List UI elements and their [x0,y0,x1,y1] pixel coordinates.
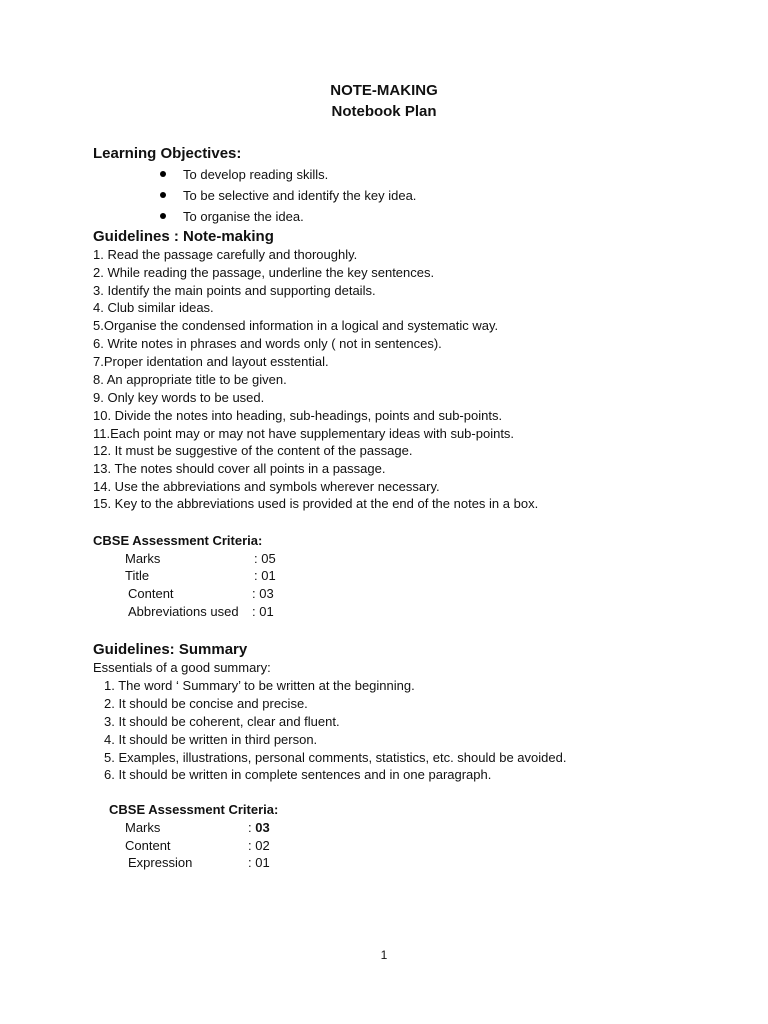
summary-intro: Essentials of a good summary: [93,660,271,675]
criteria-label: Marks [125,820,161,835]
criteria-label: Content [128,586,174,601]
guideline-item: 10. Divide the notes into heading, sub-headings, points and sub-points. [93,408,503,423]
guideline-item: 8. An appropriate title to be given. [93,372,287,387]
note-guidelines-heading: Guidelines : Note-making [93,228,274,245]
criteria-value [248,855,270,871]
summary-item: 4. It should be written in third person. [104,732,318,747]
document-title: NOTE-MAKING [330,82,438,99]
bullet-icon [160,171,166,177]
summary-item: 3. It should be coherent, clear and fluent. [104,714,340,729]
summary-guidelines-heading: Guidelines: Summary [93,641,248,658]
objective-item: To develop reading skills. [183,167,329,182]
objective-item: To be selective and identify the key idea. [183,188,417,203]
guideline-item: 4. Club similar ideas. [93,300,214,315]
bullet-icon [160,192,166,198]
guideline-item: 1. Read the passage carefully and thoroughly. [93,247,358,262]
document-subtitle: Notebook Plan [331,103,437,120]
criteria-value: : 05 [254,551,276,566]
guideline-item: 12. It must be suggestive of the content of the passage. [93,443,413,458]
criteria-label: Title [125,568,150,583]
guideline-item: 13. The notes should cover all points in a passage. [93,461,386,476]
criteria-notes-heading: CBSE Assessment Criteria: [93,533,263,548]
summary-item: 2. It should be concise and precise. [104,696,308,711]
guideline-item: 15. Key to the abbreviations used is provided at the end of the notes in a box. [93,496,539,511]
summary-item: 6. It should be written in complete sentences and in one paragraph. [104,767,492,782]
guideline-item: 9. Only key words to be used. [93,390,265,405]
guideline-item: 11.Each point may or may not have supplementary ideas with sub-points. [93,426,515,441]
page-number: 1 [380,948,388,962]
guideline-item: 7.Proper identation and layout esstential. [93,354,329,369]
criteria-value [248,820,270,836]
guideline-item: 2. While reading the passage, underline the key sentences. [93,265,435,280]
criteria-summary-heading: CBSE Assessment Criteria: [109,802,279,817]
criteria-value: : 01 [254,568,276,583]
criteria-value: : 01 [252,604,274,619]
criteria-value-prefix: : [248,838,256,853]
summary-item: 5. Examples, illustrations, personal comments, statistics, etc. should be avoided. [104,750,567,765]
criteria-value-prefix: : [248,855,256,870]
criteria-label: Abbreviations used [128,604,239,619]
criteria-value-prefix: : [248,820,256,835]
guideline-item: 6. Write notes in phrases and words only ( not in sentences). [93,336,442,351]
criteria-value: : 03 [252,586,274,601]
criteria-value-number: 01 [255,855,270,870]
criteria-value-number: 02 [255,838,270,853]
guideline-item: 5.Organise the condensed information in a logical and systematic way. [93,318,499,333]
criteria-label: Marks [125,551,161,566]
summary-item: 1. The word ‘ Summary’ to be written at the beginning. [104,678,415,693]
guideline-item: 3. Identify the main points and supporting details. [93,283,376,298]
criteria-value-number: 03 [255,820,270,835]
guideline-item: 14. Use the abbreviations and symbols wherever necessary. [93,479,440,494]
criteria-value [248,838,270,854]
objectives-heading: Learning Objectives: [93,145,242,162]
bullet-icon [160,213,166,219]
criteria-label: Content [125,838,171,853]
criteria-label: Expression [128,855,193,870]
objective-item: To organise the idea. [183,209,304,224]
